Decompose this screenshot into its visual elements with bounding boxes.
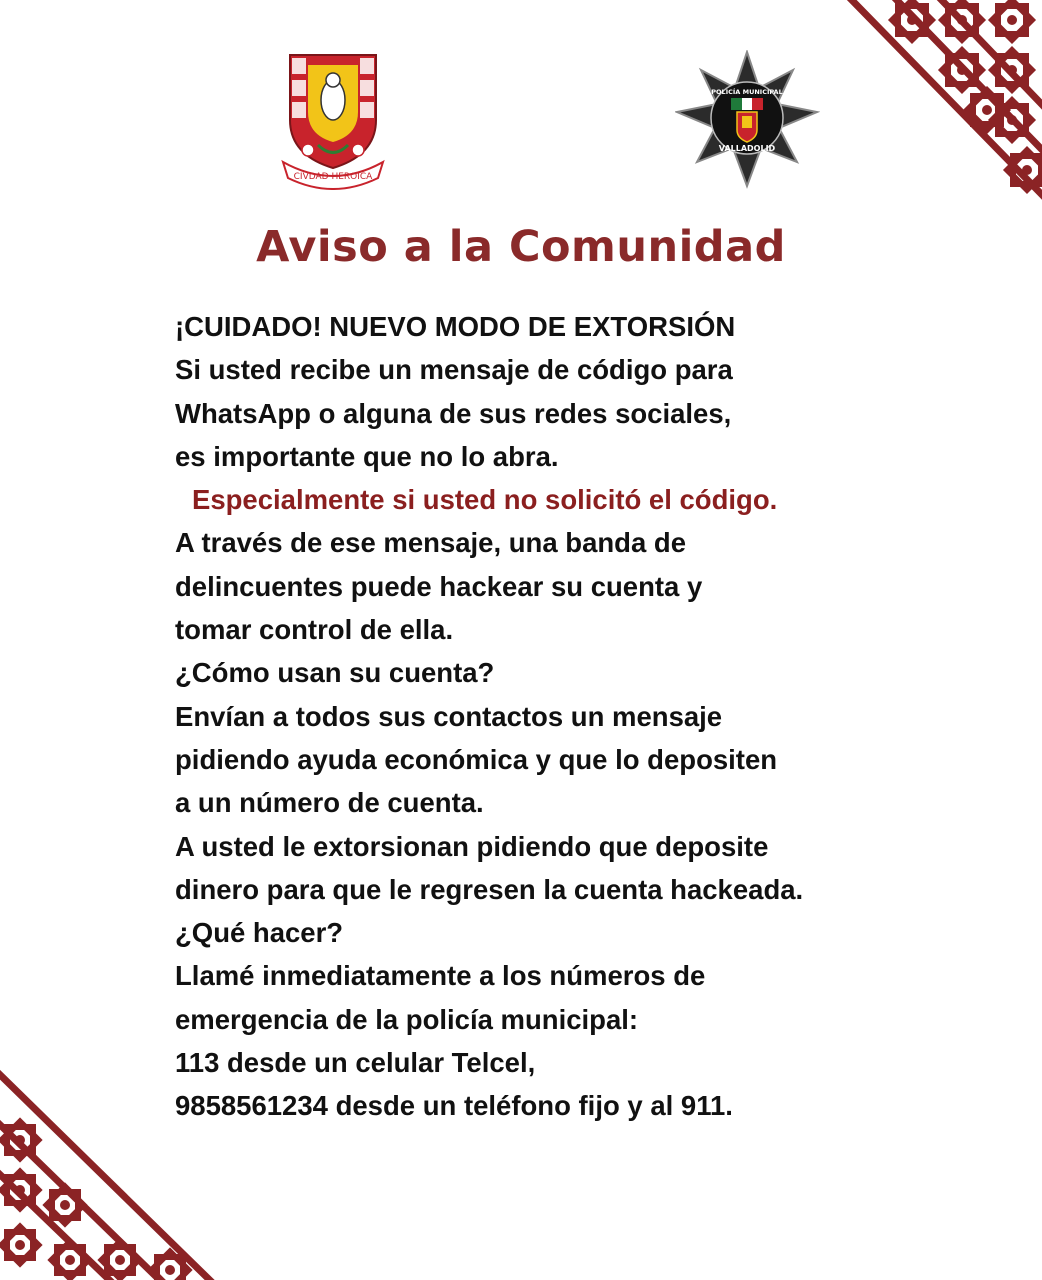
police-label-bottom: VALLADOLID <box>718 144 776 153</box>
notice-line: a un número de cuenta. <box>175 787 484 819</box>
notice-line: dinero para que le regresen la cuenta hackeada. <box>175 873 804 905</box>
city-motto: CIVDAD HEROICA <box>293 172 373 182</box>
city-coat-of-arms-logo <box>278 50 388 190</box>
notice-line: A usted le extorsionan pidiendo que deposite <box>175 830 769 862</box>
notice-line: delincuentes puede hackear su cuenta y <box>175 570 703 602</box>
notice-line: Envían a todos sus contactos un mensaje <box>175 700 723 732</box>
notice-line: ¿Qué hacer? <box>175 917 344 949</box>
notice-line-highlight: Especialmente si usted no solicitó el código. <box>192 484 778 516</box>
notice-line: WhatsApp o alguna de sus redes sociales, <box>175 397 732 429</box>
notice-line: A través de ese mensaje, una banda de <box>175 527 687 559</box>
police-badge-logo <box>675 50 820 190</box>
notice-line: emergencia de la policía municipal: <box>175 1003 639 1035</box>
notice-line: Si usted recibe un mensaje de código para <box>175 354 733 386</box>
notice-line: 113 desde un celular Telcel, <box>175 1047 536 1079</box>
notice-title: Aviso a la Comunidad <box>256 222 786 272</box>
corner-pattern-top-right <box>802 0 1042 230</box>
notice-body <box>175 305 935 1128</box>
notice-line: ¿Cómo usan su cuenta? <box>175 657 495 689</box>
notice-line: Llamé inmediatamente a los números de <box>175 960 706 992</box>
notice-line: pidiendo ayuda económica y que lo depositen <box>175 743 778 775</box>
notice-line: ¡CUIDADO! NUEVO MODO DE EXTORSIÓN <box>175 311 736 342</box>
notice-line: 9858561234 desde un teléfono fijo y al 911. <box>175 1090 733 1122</box>
notice-line: es importante que no lo abra. <box>175 440 559 472</box>
police-label-top: POLICÍA MUNICIPAL <box>711 88 783 96</box>
notice-line: tomar control de ella. <box>175 614 454 646</box>
